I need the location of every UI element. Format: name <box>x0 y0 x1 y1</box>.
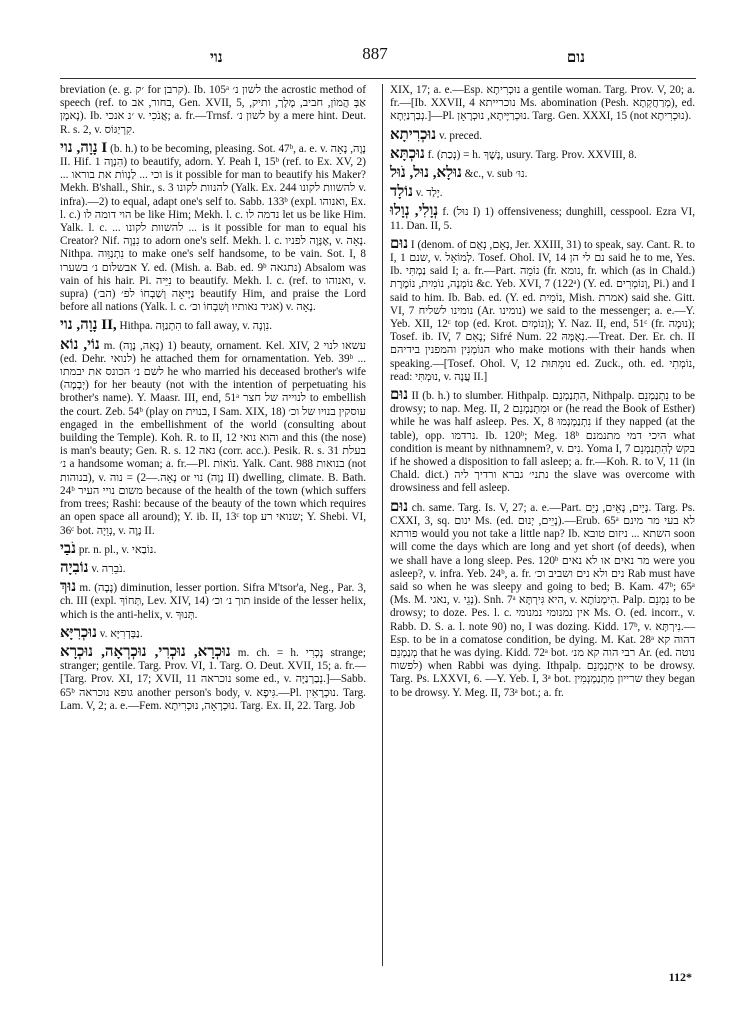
right-column <box>390 84 695 705</box>
entry-headword: נוּכְרָא, נוּכְרִי, נוּכְרְאָה, נוּכְרָא <box>60 643 231 660</box>
entry-text: v. יָלַד. <box>415 187 443 200</box>
entry-headword: נוּכְתָּא <box>390 145 425 162</box>
header-right-word: נום <box>566 50 585 66</box>
entry-headword: נוּךְ <box>60 579 77 596</box>
entry-headword: נָוָה, נוי II, <box>60 317 117 334</box>
entry-text: I (denom. of נְאָם, נְאֻם, Jer. XXIII, 31) to speak, say. Cant. R. to I, 1 שנם, v. לְמוֹאֵל. Tosef. Ohol. IV, 14 נם לי הן said he to me, Yes. Ib. נַמְתִּי said I; a. fr.—Part. נוֹמֵה (fr. נומא, fr. which (as in Chald.) נוֹמְנָה, נוֹמִית, נוֹמֶרֶת &c. Yeb. XVI, 7 (122ᵃ) (Y. ed. וְנוֹמְרִים, Pi.) and I said to him. Ib. Bab. ed. (Y. ed. נוֹמִית, Mish. אמרת) said she. Gitt. VI, 7 נומינו לשליח (Ar. נומינו) we said to the messenger; a. e.—Y. Yeb. XII, 12ᶜ top (ed. Krot. וְנוֹמְיִם); Y. Naz. II, end, 51ᶜ (fr. נוּמָה); Tosef. ib. IV, 7 נָאִם; Sifré Num. 22 נְאֻמָּהּ.—Treat. Der. Er. ch. II הנוֹמְנִין והמפנין בידיהם who make motions with their hands when speaking.—[Tosef. Ohol. V, 12 נוּמִתּוּת ed. Zuck., oth. ed. נוֹמְתִי, read: נוּמְתִּי, v. עֲנָה II.] <box>390 238 696 383</box>
signature-mark: 112* <box>668 970 692 984</box>
dictionary-entry <box>60 559 366 576</box>
entry-headword: נוּכְרִיָּא <box>60 624 97 641</box>
entry-headword: נוּכְרִיתָא <box>390 126 437 143</box>
dictionary-entry <box>390 205 695 232</box>
entry-text: v. preced. <box>438 129 483 142</box>
running-header <box>70 44 680 68</box>
entry-headword: נוּם <box>390 498 409 515</box>
dictionary-entry <box>60 624 366 641</box>
entry-headword: נְוָלִי, נְוָלוּ <box>390 203 439 220</box>
dictionary-entry <box>60 139 367 315</box>
column-divider <box>382 84 383 966</box>
dictionary-entry <box>60 581 366 622</box>
entry-text: (b. h.) to be becoming, pleasing. Sot. 47ᵇ, a. e. v. נָוֶה, נָאָה II. Hif. הִנְוָה 1) to beautify, adorn. Y. Peah I, 15ᵇ (ref. to Ex. XV, 2) ... וכי ... לַנְווֹת את בוראו is it possible for man to beautify his Maker? Mekh. B'shall., Shir., s. 3 להנוות לקונו (Yalk. Ex. 244 להשוות לקונו v. infra).—2) to equal, adapt one's self to. Sabb. 133ᵇ (expl. ואנוהו, Ex. l. c.) הוי דומה לו be like Him; Mekh. l. c. נדמה לו let us be like Him. Yalk. l. c. ... להשוות לקונו ... is it possible for man to equal his Creator? Nif. נִנְוָה to adorn one's self. Mekh. l. c. אֶנָּוֶה לפניו, v. נָאָה. Nithpa. נִתְנַוֵּוה to make one's self handsome, to be vain. Sot. I, 8 אבשלום נ׳ בשערו Y. ed. (Mish. a. Bab. ed. 9ᵇ נתגאה) Absalom was vain of his hair. Pi. נִיֵּיה to beautify. Mekh. l. c. (ref. to ואנוהו, v. supra) נַיָּיאָה וְשַׁבְחוֹ לפ׳ (הב׳) beautify Him, and praise the Lord before all nations (Yalk. l. c. אגיד נאותיו וְשִׁבְחוֹ וכ׳) v. נָאָה. <box>60 142 367 314</box>
page-number: 887 <box>362 44 388 63</box>
left-column <box>60 84 366 718</box>
entry-text: ch. same. Targ. Is. V, 27; a. e.—Part. נָיֵים, נָאֵים, נְיֵם. Targ. Ps. CXXI, 3, sq. ינום Ms. (ed. נָיֵים, יְנוּם).—Erub. 65ᵃ לא בעי מר מינם פורתא would you not take a little nap? Ib. השתא ... ניזום טובא soon will come the days which are long and yet short (of deeds), when we shall have a long sleep. Pes. 120ᵇ מר נאים או לא נאים were you asleep?, v. infra. Yeb. 24ᵇ, a. fr. נים ולא נים ושביב וכ׳ Rab must have said so when he was sleepy and going to bed; B. Kam. 47ᵇ; 65ᵃ (Ms. M. נאגי, v. נְגֵי). Snh. 7ᵃ היא גִּירְתָּא, v. הִימְנוֹתָא. Palp. נִמְנֵם to be drowsy; to doze. Pes. l. c. אין נמנומי נמנומי Ms. O. (ed. incorr., v. Rabb. D. S. a. l. note 90) no, I was dozing. Kidd. 17ᵇ, v. נִירְתָּא.—Esp. to be in a comatose condition, be dying. M. Kat. 28ᵃ דהוה קא מְנַמְנֵם that he was dying. Kidd. 72ᵃ bot. רבי הוה קא מנ׳ Ar. (ed. נוטה לפשוח) when Rabbi was dying. Ithpalp. אִיתְנַמְנֵם to be drowsy. Targ. Ps. LXXVI, 6. —Y. Yeb. I, 3ᵃ bot. שרייון מִתְנַמְנְמִין they began to be drowsy. Y. Meg. II, 73ᵃ bot.; a. fr. <box>390 501 696 699</box>
dictionary-entry <box>60 643 366 713</box>
dictionary-entry <box>390 145 695 162</box>
entry-headword: נוֹבִיָה <box>60 559 89 576</box>
entry-text: f. (נְכַת) = h. נֶשֶׁךְ, usury. Targ. Prov. XXVIII, 8. <box>427 148 637 161</box>
entry-text: Hithpa. הִתְנַוָּה to fall away, v. נִוְנָה. <box>119 320 273 333</box>
entry-text: XIX, 17; a. e.—Esp. נוּכְרִיתָא a gentile woman. Targ. Prov. V, 20; a. fr.—[Ib. XXVII, 4 נוכרייתא Ms. abomination (Pesh. מְרַחֲקְתָא), ed. נְבַרְנַיְתָא.]—Pl. נוּכְרַיָּיתָא, נוּכְרָאָן. Targ. Gen. XXXI, 15 (not נוּכְרִיתָא). <box>390 84 695 123</box>
dictionary-entry <box>60 336 367 538</box>
entry-text: m. (נָבָה) diminution, lesser portion. Sifra M'tsor'a, Neg., Par. 3, ch. III (expl. תְּחוֹךְ, Lev. XIV, 14) תוך נ׳ וכ׳ inside of the lesser helix, which is the anti-helix, v. תְּנוּךְ. <box>60 582 367 621</box>
entry-headword: נֹבַי <box>60 540 77 557</box>
entry-text: v. נַבְּדְרִיָּא. <box>99 627 143 640</box>
entry-headword: נוּלָא, נוּל, נֹוּל <box>390 165 462 182</box>
entry-headword: נוּם <box>390 235 409 252</box>
entry-text: pr. n. pl., v. נוֹבַאי. <box>78 543 157 556</box>
entry-headword: נוֹלָד <box>390 184 413 201</box>
dictionary-entry <box>390 167 695 181</box>
dictionary-entry <box>390 389 695 496</box>
dictionary-entry <box>390 186 695 200</box>
dictionary-entry <box>390 498 696 700</box>
entry-text: breviation (e. g. ׳ק for קרבן). Ib. 105ᵃ לשון נ׳ the acrostic method of speech (ref. to בחור, אב, Gen. XVII, 5, אַבְּ הֲמוֹן, חביב, מֶלֶך, ותיק, נָאמָן). Ib. ׳נ אנכי v. אֲנֹכִי; a. fr.—Trnsf. לשון נ׳ by a mere hint. Deut. R. s. 2, v. קִרְיַגּוֹס. <box>60 84 367 136</box>
header-left-word: נוי <box>210 50 223 66</box>
dictionary-entry <box>390 235 696 384</box>
entry-headword: נוּם <box>390 387 409 404</box>
dictionary-entry <box>60 319 366 333</box>
dictionary-entry <box>60 84 366 137</box>
entry-text: m. (נָאָה, נָוָה) 1) beauty, ornament. Kel. XIV, 2 עשאו לנוי (ed. Dehr. לנואי) he attached them for ornamentation. Yeb. 39ᵇ ... לשם נ׳ הכונס את יבמתו he who married his deceased brother's wife (יְבָמָה) for her beauty (not with the intention of perpetuating his brother's name). Y. Maasr. III, end, 51ᵃ לנוייה של חצר to embellish the court. Zeb. 54ᵇ (play on בנוית, I Sam. XIX, 18) עוסקין בנויו של וכ׳ engaged in the embellishment of the world (consulting about building the Temple). Koh. R. to II, 12 והוא נואי and this (the nose) is man's beauty; Gen. R. s. 12 נאה (corr. acc.). Pesik. R. s. 31 בעלת נ׳ a handsome woman; a. fr.—Pl. נוֹאוֹת. Yalk. Cant. 988 בנואות (not בנוהות), v. נָאָה.—2) = נוה or נוי (נָוֶה II) dwelling, climate. B. Bath. 24ᵇ משום נויי העיר because of the health of the town (which suffers from trees; Rashi: because of the beauty of the town which requires an open space all around); Y. ib. II, 13ᶜ top שנואי רע; Y. Shebi. VI, 36ᶜ bot. נְוֵיָה, v. נָוֶה II. <box>60 339 367 537</box>
entry-text: f. (נוּל I) 1) offensiveness; dunghill, cesspool. Ezra VI, 11. Dan. II, 5. <box>390 206 695 232</box>
entry-headword: נָוָה, נוי I <box>60 139 108 156</box>
dictionary-entry <box>390 84 695 124</box>
dictionary-entry <box>60 540 366 557</box>
entry-headword: נוֹי, נוֹא <box>60 336 100 353</box>
dictionary-entry <box>390 126 695 143</box>
header-rule <box>60 78 696 79</box>
entry-text: &c., v. sub נוּ׳. <box>464 168 528 181</box>
entry-text: v. נֹבֵרִה. <box>91 562 126 575</box>
entry-text: II (b. h.) to slumber. Hithpalp. הִתְנַמְנֵם, Nithpalp. נִתְנַמְנֵם to be drowsy; to nap. Meg. II, 2 וּמִתְנַמְנֵם or (he read the Book of Esther) while he was half asleep. Pes. X, 8 נִתְנַמְנְמוּ if they napped (at the table), opp. נרדמו. Ib. 120ᵇ; Meg. 18ᵇ היכי דמי מתנמנם what condition is meant by nithnamnem?, v. נִים. Yoma I, 7 בקש לְהִתְנַמְנֵם if he showed a disposition to fall asleep; a. fr.—Koh. R. to V, 11 (in Chald. dict.) נתני׳ גברא ורדיך ליה the slave was overcome with drowsiness and fell asleep. <box>390 390 696 495</box>
entry-text: m. ch. = h. נָכְרִי strange; stranger; gentile. Targ. Prov. VI, 1. Targ. O. Deut. XVII, 15; a. fr.—[Targ. Prov. XI, 17; XVII, 11 נוכראה some ed., v. נְבַרְנַיָּה.]—Sabb. 65ᵇ גופא נוכראה another person's body, v. גִּיפָא.—Pl. נוּכְרָאִין. Targ. Lam. V, 2; a. e.—Fem. נוּכְרָאָה, נוּכְרִיתָא. Targ. Ex. II, 22. Targ. Job <box>60 646 366 712</box>
